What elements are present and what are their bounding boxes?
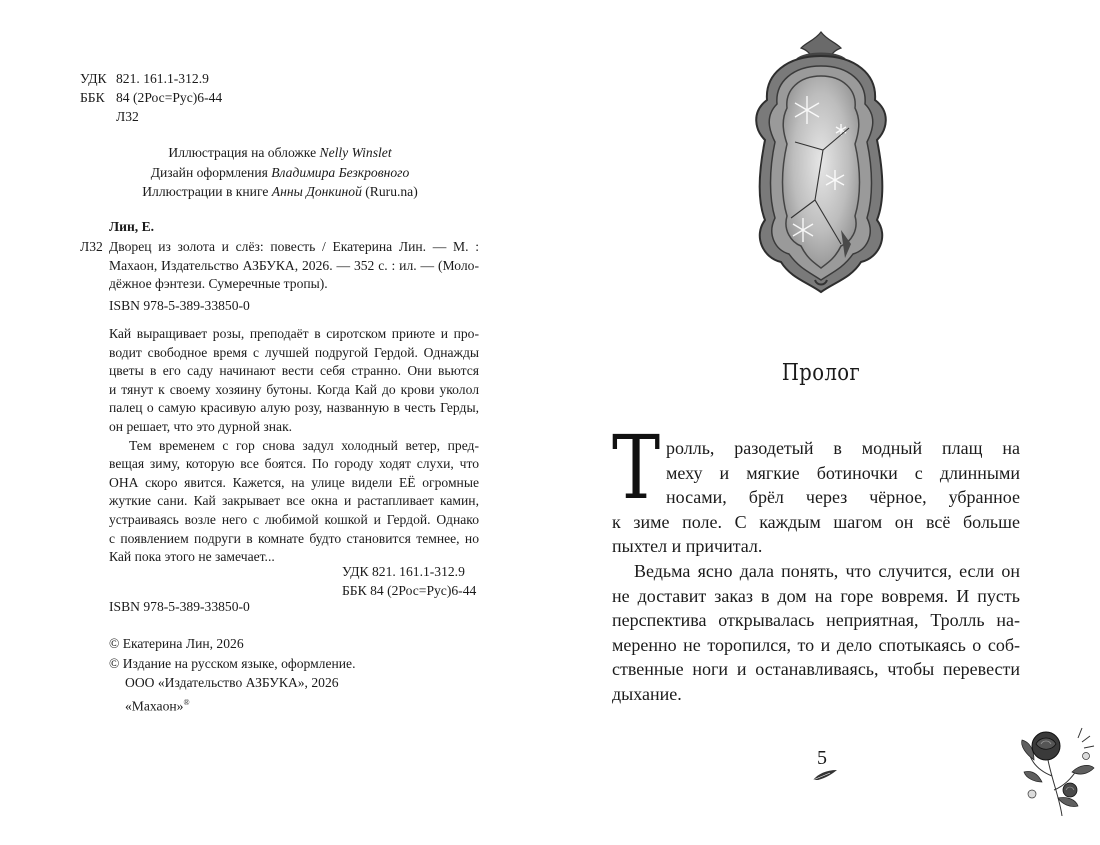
- copyright-block: [109, 634, 356, 716]
- text-line: меху и мягкие ботиночки с длинными: [666, 462, 1020, 483]
- illustrations-credit: Иллюстрации в книге Анны Донкиной (Ruru.na): [142, 184, 418, 199]
- copyright-author: © Екатерина Лин, 2026: [109, 636, 244, 651]
- biblio-line: Дворец из золота и слёз: повесть / Екатерина Лин. — М. :: [109, 239, 479, 254]
- annotation-line: ОНА скоро явится. Кажется, на улице видели ЕЁ огромные: [109, 474, 479, 490]
- prologue-page: [550, 0, 1100, 845]
- design-credit: Дизайн оформления Владимира Безкровного: [150, 164, 410, 180]
- text-line: пыхтел и причитал.: [612, 536, 763, 557]
- annotation-line: с появлением подруги в комнате будто становится темнее, но: [109, 530, 479, 546]
- text-line: носами, брёл через чёрное, убранное: [666, 487, 1020, 508]
- text-line: не доставит заказ в дом на горе вовремя. И пусть: [612, 585, 1020, 606]
- isbn: ISBN 978-5-389-33850-0: [109, 298, 250, 313]
- annotation-line: цветы в его саду начинают вести себя странно. Они вьются: [109, 363, 479, 379]
- text-line: меренно не торопился, то и дело спотыкаясь о соб-: [612, 634, 1020, 655]
- rose-illustration: [1012, 720, 1098, 818]
- registered-mark: ®: [183, 697, 190, 707]
- annotation: [109, 325, 479, 567]
- annotation-line: вещая зиму, которую все боятся. По городу ходят слухи, что: [109, 456, 479, 472]
- udk-label: УДК: [80, 71, 107, 86]
- copyright-edition: © Издание на русском языке, оформление.: [109, 655, 356, 671]
- prologue-text: [612, 436, 1020, 707]
- ornate-mirror-illustration: [745, 30, 897, 294]
- annotation-line: водит свободное время с лучшей подругой Гердой. Однажды: [109, 344, 479, 360]
- isbn-bottom: ISBN 978-5-389-33850-0: [109, 599, 250, 614]
- udk-value: 821. 161.1-312.9: [116, 71, 209, 86]
- page-number: 5: [817, 747, 827, 769]
- text-line: ственные ноги и останавливаясь, чтобы перевести: [612, 659, 1020, 680]
- annotation-line: он решает, что это дурной знак.: [109, 418, 293, 434]
- biblio-sign: Л32: [80, 239, 103, 254]
- biblio-line: дёжное фэнтези. Сумеречные тропы).: [109, 276, 328, 291]
- annotation-line: Кай пока этого не замечает...: [109, 549, 275, 565]
- drop-cap: Т: [612, 416, 661, 519]
- text-line: ролль, разодетый в модный плащ на: [666, 438, 1020, 458]
- chapter-title: Пролог: [781, 360, 861, 386]
- bbk-code: [80, 89, 380, 109]
- text-line: дыхание.: [612, 683, 682, 704]
- classification-codes: [342, 562, 476, 600]
- text-line: перспектива открывалась неприятная, Тролль на-: [612, 610, 1020, 631]
- text-line: Ведьма ясно дала понять, что случится, если он: [634, 560, 1020, 581]
- author-sign: Л32: [116, 109, 139, 124]
- annotation-line: палец о самую красивую алую розу, названную в честь Герды,: [109, 400, 479, 416]
- udk-code: [80, 70, 380, 90]
- cover-illustration-credit: Иллюстрация на обложке Nelly Winslet: [168, 145, 392, 160]
- bbk-value: 84 (2Рос=Рус)6-44: [116, 90, 223, 105]
- copyright-imprint: «Махаон»®: [125, 697, 190, 714]
- text-line: к зиме поле. С каждым шагом он всё больше: [612, 511, 1020, 532]
- author-heading: Лин, Е.: [109, 219, 155, 234]
- bbk-code-bottom: ББК 84 (2Рос=Рус)6-44: [342, 583, 477, 598]
- biblio-line: Махаон, Издательство АЗБУКА, 2026. — 352 с. : ил. — (Моло-: [109, 257, 479, 273]
- credits-block: [80, 143, 480, 202]
- annotation-line: Кай выращивает розы, преподаёт в сиротском приюте и про-: [109, 326, 479, 341]
- udk-code-bottom: УДК 821. 161.1-312.9: [342, 564, 465, 579]
- annotation-line: Тем временем с гор снова задул холодный ветер, пред-: [129, 437, 479, 453]
- annotation-line: и тянут к своему хозяину бутоны. Когда Кай до крови уколол: [109, 381, 479, 397]
- copyright-publisher: ООО «Издательство АЗБУКА», 2026: [125, 675, 339, 690]
- bbk-label: ББК: [80, 90, 105, 105]
- annotation-line: устраиваясь возле него с любимой кошкой и Гердой. Однако: [109, 511, 479, 527]
- feather-icon: [812, 768, 838, 782]
- annotation-line: жуткие сани. Кай закрывает все окна и растапливает камин,: [109, 493, 479, 509]
